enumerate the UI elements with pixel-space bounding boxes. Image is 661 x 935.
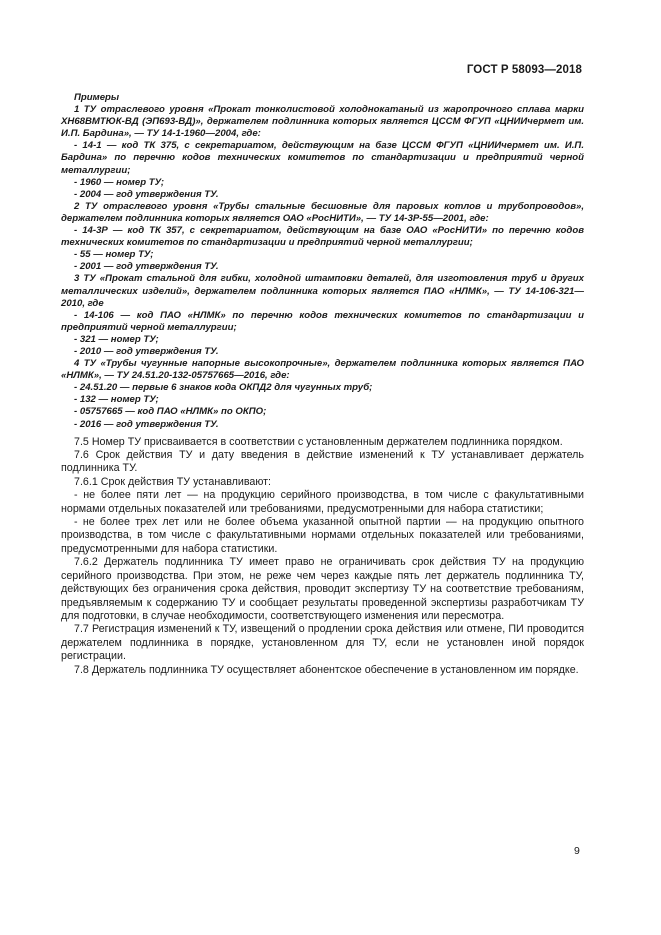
example-paragraph: - 132 — номер ТУ; xyxy=(74,394,159,406)
example-paragraph: - 55 — номер ТУ; xyxy=(74,249,154,261)
example-paragraph: - 2016 — год утверждения ТУ. xyxy=(74,418,219,430)
example-paragraph: - 05757665 — код ПАО «НЛМК» по ОКПО; xyxy=(74,406,267,418)
clause-7-6: 7.6 Срок действия ТУ и дату введения в действие изменений к ТУ устанавливает держатель подлинника ТУ. xyxy=(61,449,584,475)
examples-block xyxy=(61,92,584,431)
example-paragraph: - 321 — номер ТУ; xyxy=(74,333,159,345)
page-number: 9 xyxy=(574,845,580,857)
example-paragraph: 4 ТУ «Трубы чугунные напорные высокопрочные», держателем подлинника которых является ПАО «НЛМК», — ТУ 24.51.20-132-05757665—2016, где: xyxy=(61,358,584,382)
body-text xyxy=(61,92,584,677)
clause-7-8: 7.8 Держатель подлинника ТУ осуществляет абонентское обеспечение в установленном им порядке. xyxy=(74,663,579,676)
clause-7-6-2: 7.6.2 Держатель подлинника ТУ имеет право не ограничивать срок действия ТУ на продукцию серийного производства. При этом, не реже чем через каждые пять лет держатель подлинника ТУ, действующих без ограничения срока действия, проводит экспертизу ТУ на соответствие требованиям, предъявляемым к содержанию ТУ и сообщает результаты проведенной экспертизы разработчикам ТУ для подготовки, в случае необходимости, соответствующего изменения или пересмотра. xyxy=(61,556,584,622)
example-paragraph: - 1960 — номер ТУ; xyxy=(74,176,165,188)
examples-title: Примеры xyxy=(74,92,120,103)
example-paragraph: - 14-3Р — код ТК 357, с секретариатом, действующим на базе ОАО «РосНИТИ» по перечню кодов технических комитетов по стандартизации и предприятий черной металлургии; xyxy=(61,225,584,249)
clause-list-item: - не более пяти лет — на продукцию серийного производства, в том числе с факультативными нормами отдельных показателей или требованиями, предусмотренными для набора статистики; xyxy=(61,489,584,515)
example-paragraph: 1 ТУ отраслевого уровня «Прокат тонколистовой холоднокатаный из жаропрочного сплава марки ХН68ВМТЮК-ВД (ЭП693-ВД)», держателем подлинника которых является ЦССМ ФГУП «ЦНИИчермет им. И.П. Бардина», — ТУ 14-1-1960—2004, где: xyxy=(61,104,584,140)
example-paragraph: 2 ТУ отраслевого уровня «Трубы стальные бесшовные для паровых котлов и трубопроводов», держателем подлинника которых является ОАО «РосНИТИ», — ТУ 14-3Р-55—2001, где: xyxy=(61,200,584,224)
clause-7-6-1: 7.6.1 Срок действия ТУ устанавливают: xyxy=(74,475,271,488)
example-paragraph: 3 ТУ «Прокат стальной для гибки, холодной штамповки деталей, для изготовления труб и других металлических изделий», держателем подлинника которых является ПАО «НЛМК», — ТУ 14-106-321—2010, где xyxy=(61,273,584,309)
example-paragraph: - 2010 — год утверждения ТУ. xyxy=(74,345,219,357)
example-paragraph: - 14-1 — код ТК 375, с секретариатом, действующим на базе ЦССМ ФГУП «ЦНИИчермет им. И.П. Бардина» по перечню кодов технических комитетов по стандартизации и предприятий черной металлургии; xyxy=(61,140,584,176)
clause-7-7: 7.7 Регистрация изменений к ТУ, извещений о продлении срока действия или отмене, ПИ проводится держателем подлинника в порядке, установленном для ТУ, если не установлен иной порядок регистрации. xyxy=(61,623,584,663)
example-paragraph: - 2001 — год утверждения ТУ. xyxy=(74,261,219,273)
example-paragraph: - 24.51.20 — первые 6 знаков кода ОКПД2 для чугунных труб; xyxy=(74,382,373,394)
standard-designation: ГОСТ Р 58093—2018 xyxy=(466,64,582,76)
clauses-block xyxy=(61,436,584,677)
example-paragraph: - 14-106 — код ПАО «НЛМК» по перечню кодов технических комитетов по стандартизации и предприятий черной металлургии; xyxy=(61,309,584,333)
clause-list-item: - не более трех лет или не более объема указанной опытной партии — на продукцию опытного производства, в том числе с факультативными нормами отдельных показателей или требованиями, предусмотренными для набора статистики. xyxy=(61,516,584,555)
example-paragraph: - 2004 — год утверждения ТУ. xyxy=(74,188,219,200)
clause-7-5: 7.5 Номер ТУ присваивается в соответствии с установленным держателем подлинника порядком. xyxy=(74,435,563,448)
